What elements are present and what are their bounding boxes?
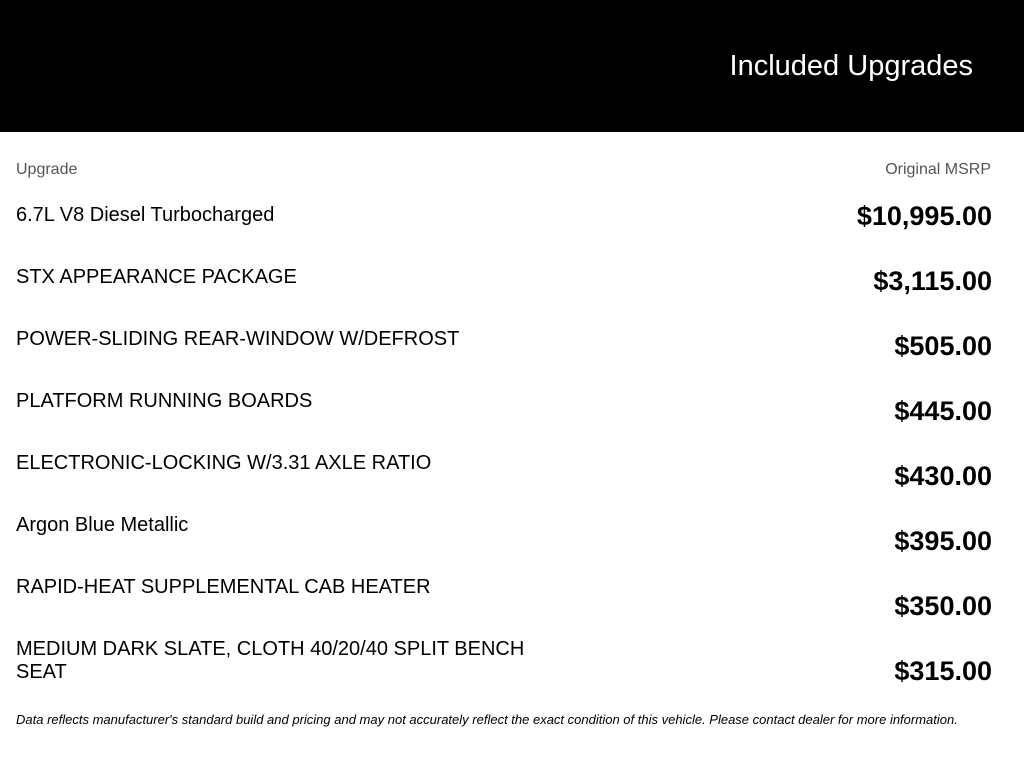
upgrade-row [0, 510, 1024, 572]
upgrade-row [0, 572, 1024, 634]
upgrade-name: Argon Blue Metallic [16, 514, 189, 536]
page-title: Included Upgrades [729, 50, 973, 82]
upgrade-price: $430.00 [894, 461, 992, 491]
upgrade-row [0, 386, 1024, 448]
upgrade-name: MEDIUM DARK SLATE, CLOTH 40/20/40 SPLIT BENCH SEAT [16, 638, 525, 683]
upgrade-row [0, 200, 1024, 262]
upgrade-row [0, 262, 1024, 324]
upgrade-row [0, 634, 1024, 696]
upgrade-name: ELECTRONIC-LOCKING W/3.31 AXLE RATIO [16, 452, 432, 474]
upgrade-name: POWER-SLIDING REAR-WINDOW W/DEFROST [16, 328, 460, 350]
column-header-upgrade: Upgrade [16, 161, 78, 178]
upgrade-price: $10,995.00 [856, 201, 992, 231]
upgrade-row [0, 448, 1024, 510]
upgrade-price: $350.00 [894, 591, 992, 621]
upgrade-name: PLATFORM RUNNING BOARDS [16, 390, 313, 412]
column-header-msrp: Original MSRP [885, 161, 991, 178]
header-banner [0, 0, 1024, 132]
upgrade-row [0, 324, 1024, 386]
upgrade-price: $3,115.00 [873, 266, 992, 296]
upgrade-name: 6.7L V8 Diesel Turbocharged [16, 204, 275, 226]
upgrades-list [0, 200, 1024, 696]
upgrade-price: $315.00 [894, 656, 992, 686]
upgrade-name: RAPID-HEAT SUPPLEMENTAL CAB HEATER [16, 576, 431, 598]
upgrade-price: $395.00 [894, 526, 992, 556]
upgrade-price: $445.00 [894, 396, 992, 426]
disclaimer-text: Data reflects manufacturer's standard build and pricing and may not accurately reflect the exact condition of this vehicle. Please contact dealer for more information. [16, 712, 958, 727]
upgrade-name: STX APPEARANCE PACKAGE [16, 266, 297, 288]
upgrade-price: $505.00 [894, 331, 992, 361]
